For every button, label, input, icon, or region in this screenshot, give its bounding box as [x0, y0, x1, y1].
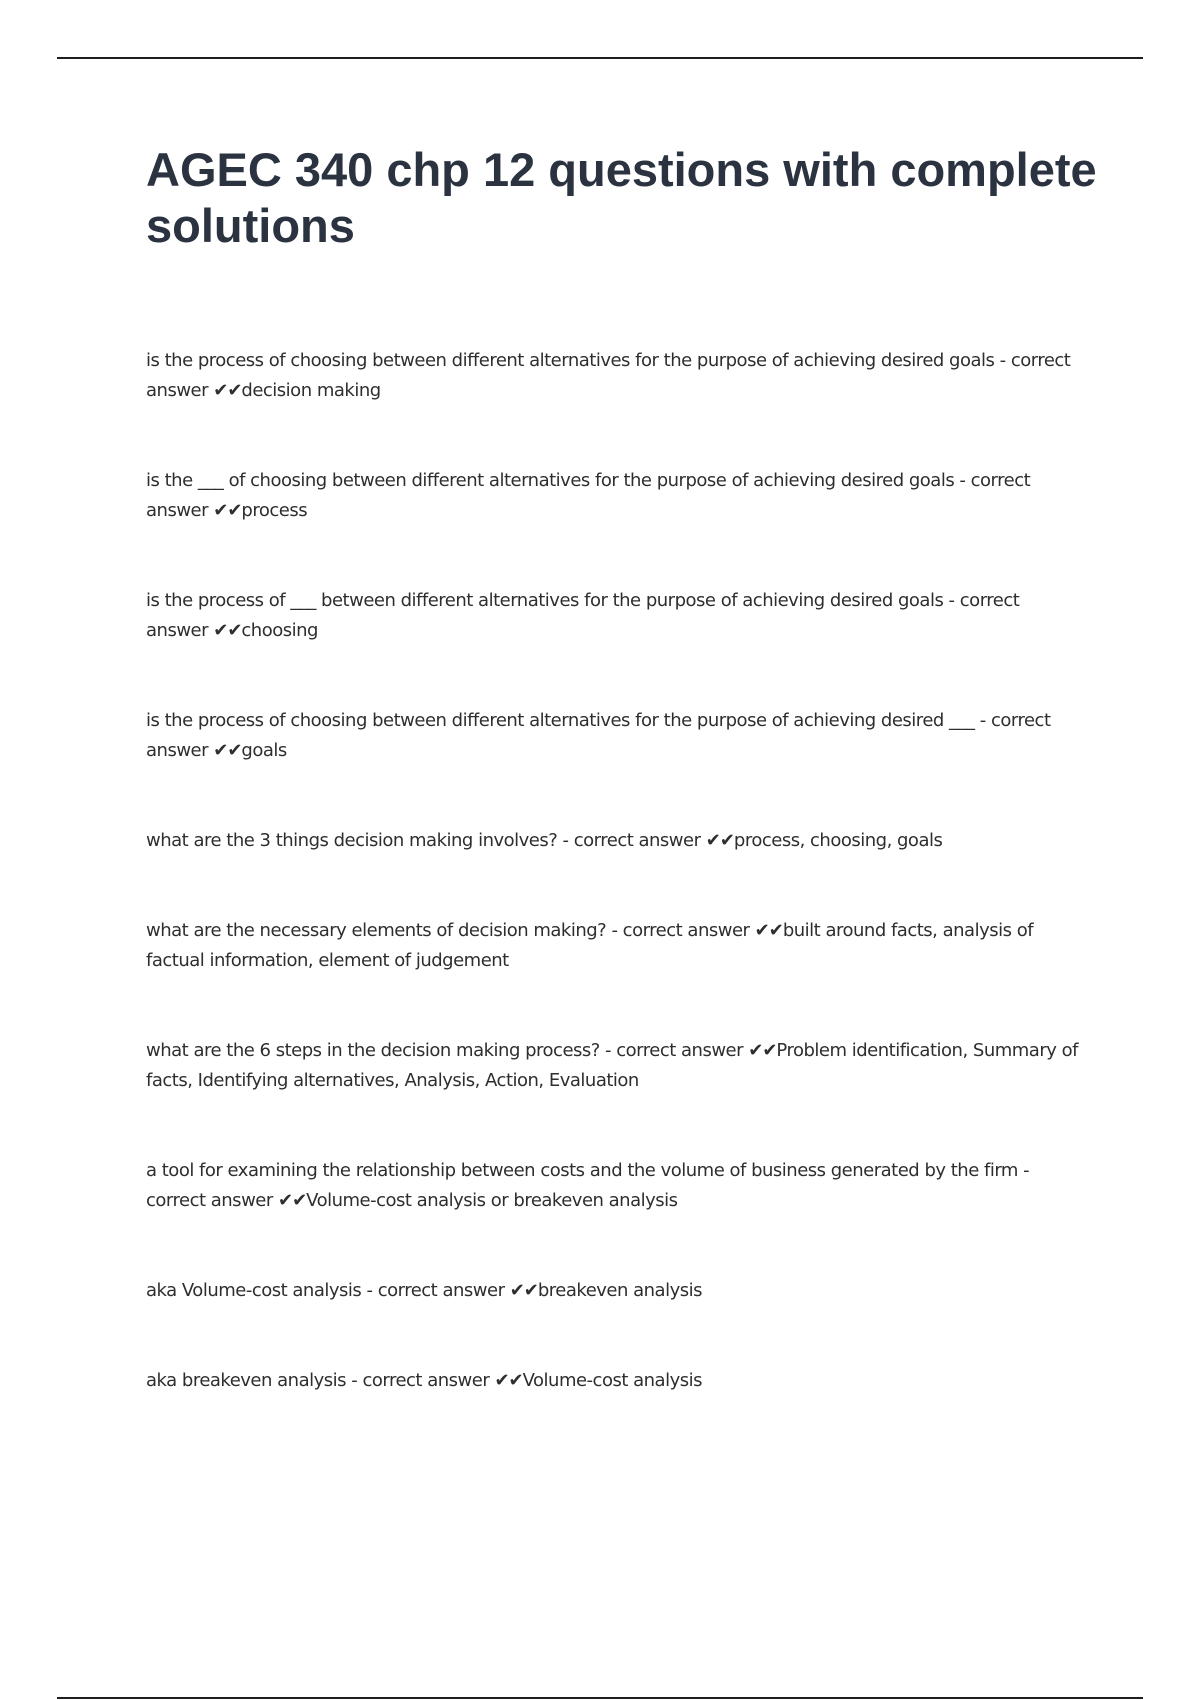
answer-text: process	[241, 500, 308, 521]
checkmark-icon: ✔✔	[754, 920, 783, 941]
question-text: is the process of choosing between different alternatives for the purpose of achieving desired ___ - correct answer	[146, 710, 1051, 761]
checkmark-icon: ✔✔	[509, 1280, 538, 1301]
question-text: what are the necessary elements of decision making? - correct answer	[146, 920, 755, 941]
question-text: is the process of choosing between different alternatives for the purpose of achieving desired goals - correct answer	[146, 350, 1071, 401]
checkmark-icon: ✔✔	[277, 1190, 307, 1211]
bottom-divider	[57, 1697, 1143, 1699]
question-text: what are the 3 things decision making involves? - correct answer	[146, 830, 706, 851]
qa-item	[146, 916, 1086, 976]
checkmark-icon: ✔✔	[705, 830, 734, 851]
answer-text: process, choosing, goals	[733, 830, 943, 851]
question-text: aka Volume-cost analysis - correct answer	[146, 1280, 510, 1301]
qa-item	[146, 346, 1086, 406]
question-text: is the ___ of choosing between different alternatives for the purpose of achieving desired goals - correct answer	[146, 470, 1031, 521]
answer-text: Volume-cost analysis or breakeven analysis	[306, 1190, 678, 1211]
question-text: is the process of ___ between different alternatives for the purpose of achieving desired goals - correct answer	[146, 590, 1020, 641]
checkmark-icon: ✔✔	[494, 1370, 523, 1391]
checkmark-icon: ✔✔	[213, 380, 242, 401]
answer-text: breakeven analysis	[537, 1280, 703, 1301]
checkmark-icon: ✔✔	[213, 620, 242, 641]
qa-item	[146, 1036, 1086, 1096]
qa-item	[146, 706, 1086, 766]
qa-item	[146, 1156, 1086, 1216]
qa-item	[146, 1276, 1086, 1306]
qa-item	[146, 1366, 1086, 1396]
answer-text: Problem identification, Summary of facts, Identifying alternatives, Analysis, Action, Evaluation	[146, 1040, 1078, 1091]
checkmark-icon: ✔✔	[213, 740, 242, 761]
checkmark-icon: ✔✔	[213, 500, 242, 521]
top-divider	[57, 57, 1143, 59]
qa-item	[146, 826, 1086, 856]
question-text: aka breakeven analysis - correct answer	[146, 1370, 495, 1391]
question-text: what are the 6 steps in the decision making process? - correct answer	[146, 1040, 749, 1061]
qa-item	[146, 586, 1086, 646]
answer-text: Volume-cost analysis	[522, 1370, 702, 1391]
answer-text: goals	[241, 740, 287, 761]
question-text: a tool for examining the relationship between costs and the volume of business generated by the firm - correct answer	[146, 1160, 1030, 1211]
qa-item	[146, 466, 1086, 526]
answer-text: built around facts, analysis of factual information, element of judgement	[146, 920, 1034, 971]
checkmark-icon: ✔✔	[748, 1040, 777, 1061]
qa-list	[146, 346, 1086, 1456]
answer-text: decision making	[241, 380, 381, 401]
page-title: AGEC 340 chp 12 questions with complete solutions	[146, 143, 1097, 252]
answer-text: choosing	[241, 620, 318, 641]
